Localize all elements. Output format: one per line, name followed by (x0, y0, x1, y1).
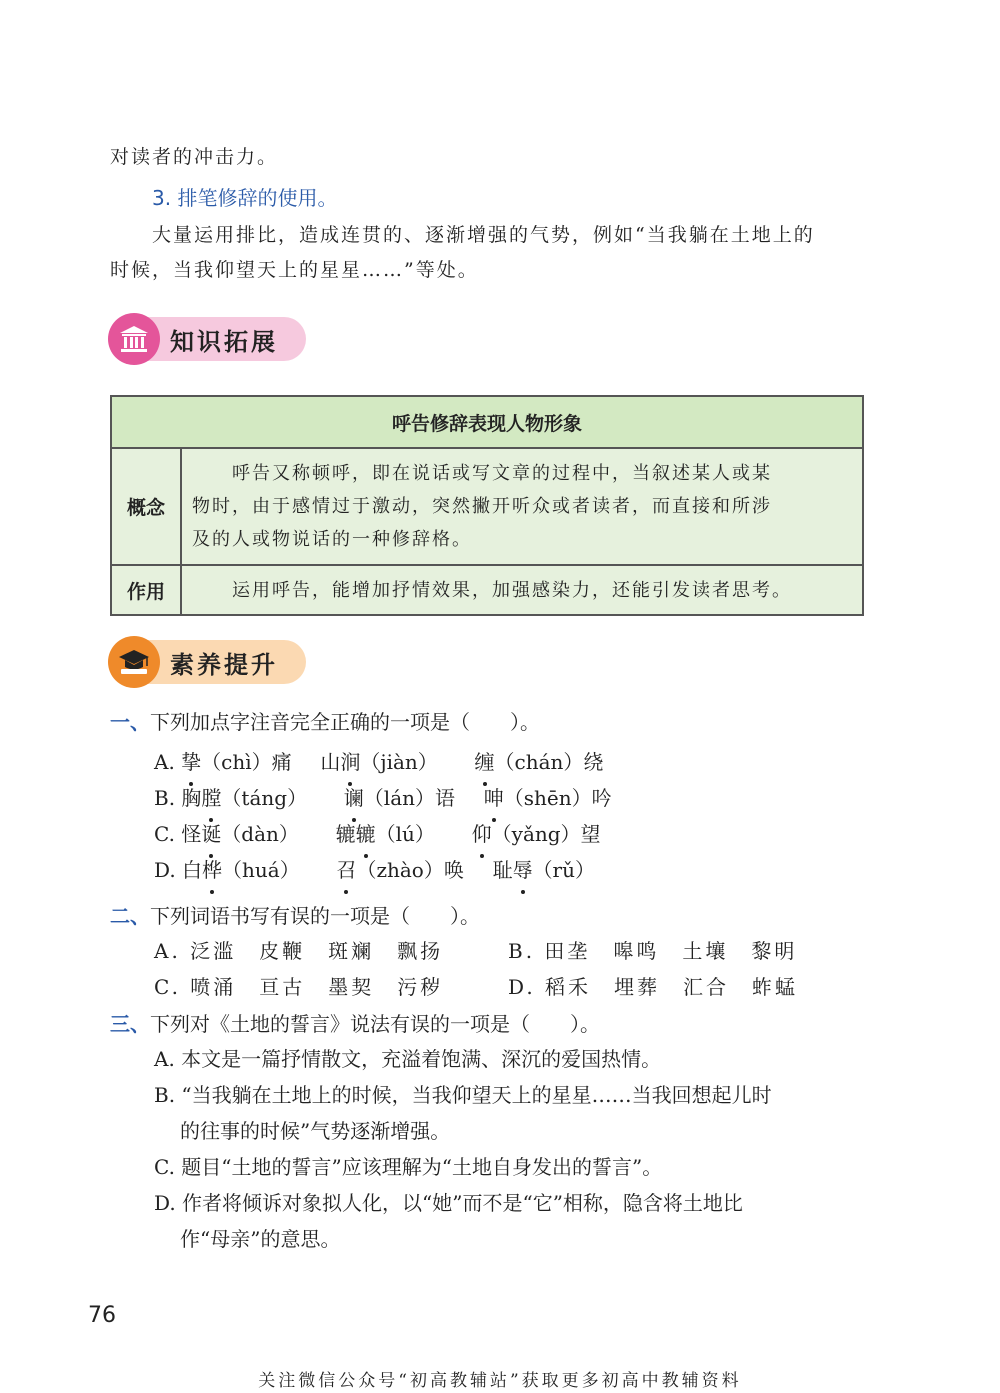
pinyin: （zhào）唤 (356, 858, 464, 882)
pinyin: （lú） (375, 822, 435, 846)
q3-option-a: A. 本文是一篇抒情散文，充溢着饱满、深沉的爱国热情。 (154, 1047, 662, 1071)
dotted-char: 桦 (202, 852, 222, 888)
pinyin: （dàn） (221, 822, 299, 846)
question-2-number: 二、 (110, 904, 150, 928)
pinyin: （lán）语 (363, 786, 455, 810)
table-row-head-effect: 作用 (111, 565, 181, 615)
dotted-char: 诞 (201, 816, 221, 852)
option-letter: D. (154, 858, 176, 882)
q2-option-d: D. 稻禾 埋葬 汇合 蚱蜢 (508, 975, 799, 999)
footer-note: 关注微信公众号“初高教辅站”获取更多初高中教辅资料 (258, 1371, 742, 1391)
question-2 (110, 900, 480, 929)
dotted-char: 挚 (181, 744, 201, 780)
knowledge-badge (110, 317, 306, 361)
pinyin: （shēn）吟 (503, 786, 612, 810)
dotted-char: 辱 (513, 852, 533, 888)
q1-option-c (154, 816, 601, 852)
section-paragraph-line1: 大量运用排比，造成连贯的、逐渐增强的气势，例如“当我躺在土地上的 (152, 224, 815, 246)
dotted-char: 涧 (340, 744, 360, 780)
option-letter: B. (154, 786, 176, 810)
concept-line: 呼告又称顿呼，即在说话或写文章的过程中，当叙述某人或某 (192, 463, 772, 484)
word-char: 怪 (181, 822, 202, 846)
page-number: 76 (88, 1303, 116, 1328)
dotted-char: 谰 (344, 780, 364, 816)
library-icon (108, 313, 160, 365)
question-1 (110, 706, 540, 735)
question-2-text: 下列词语书写有误的一项是（ ）。 (150, 904, 480, 928)
question-3-text: 下列对《土地的誓言》说法有误的一项是（ ）。 (150, 1012, 600, 1036)
q3-option-b-line2: 的往事的时候”气势逐渐增强。 (180, 1119, 451, 1143)
word-char: 辘 (335, 822, 356, 846)
section-heading: 3. 排笔修辞的使用。 (152, 186, 338, 210)
pinyin: （rǔ） (532, 858, 596, 882)
dotted-char: 仰 (472, 816, 492, 852)
question-3-number: 三、 (110, 1012, 150, 1036)
concept-line: 及的人或物说话的一种修辞格。 (192, 529, 472, 550)
question-1-text: 下列加点字注音完全正确的一项是（ ）。 (150, 710, 540, 734)
dotted-char: 辘 (356, 816, 376, 852)
question-3 (110, 1008, 600, 1037)
word-char: 耻 (492, 858, 513, 882)
q2-option-b: B. 田垄 嗥鸣 土壤 黎明 (508, 939, 798, 963)
quality-badge (110, 640, 306, 684)
pinyin: （jiàn） (360, 750, 438, 774)
q1-option-d (154, 852, 595, 888)
table-title: 呼告修辞表现人物形象 (111, 396, 863, 448)
q3-option-d-line2: 作“母亲”的意思。 (180, 1227, 341, 1251)
intro-text-tail: 对读者的冲击力。 (110, 146, 279, 168)
pinyin: （táng） (221, 786, 308, 810)
knowledge-table (110, 395, 864, 616)
question-1-number: 一、 (110, 710, 150, 734)
pinyin: （chán）绕 (494, 750, 604, 774)
table-cell-effect (181, 565, 863, 615)
graduation-cap-icon (108, 636, 160, 688)
dotted-char: 膛 (201, 780, 221, 816)
dotted-char: 缠 (475, 744, 495, 780)
dotted-char: 呻 (484, 780, 504, 816)
knowledge-badge-label: 知识拓展 (170, 327, 278, 356)
q1-option-a (154, 744, 603, 780)
q3-option-b-line1: B. “当我躺在土地上的时候，当我仰望天上的星星……当我回想起儿时 (154, 1083, 772, 1107)
concept-line: 物时，由于感情过于激动，突然撇开听众或者读者，而直接和所涉 (192, 496, 772, 517)
pinyin: （chì）痛 (201, 750, 292, 774)
section-paragraph-line2: 时候，当我仰望天上的星星……”等处。 (110, 259, 479, 281)
dotted-char: 召 (336, 852, 356, 888)
option-letter: A. (154, 750, 175, 774)
effect-line: 运用呼告，能增加抒情效果，加强感染力，还能引发读者思考。 (192, 579, 792, 601)
q2-option-c: C. 喷涌 亘古 墨契 污秽 (154, 975, 444, 999)
word-char: 白 (182, 858, 203, 882)
table-row-head-concept: 概念 (111, 448, 181, 565)
q1-option-b (154, 780, 612, 816)
pinyin: （huá） (222, 858, 300, 882)
q2-option-a: A. 泛滥 皮鞭 斑斓 飘扬 (154, 939, 444, 963)
word-char: 胸 (181, 786, 202, 810)
q3-option-c: C. 题目“土地的誓言”应该理解为“土地自身发出的誓言”。 (154, 1155, 663, 1179)
word-char: 山 (320, 750, 341, 774)
table-cell-concept (181, 448, 863, 565)
pinyin: （yǎng）望 (491, 822, 601, 846)
quality-badge-label: 素养提升 (170, 650, 278, 679)
option-letter: C. (154, 822, 175, 846)
q3-option-d-line1: D. 作者将倾诉对象拟人化，以“她”而不是“它”相称，隐含将土地比 (154, 1191, 743, 1215)
